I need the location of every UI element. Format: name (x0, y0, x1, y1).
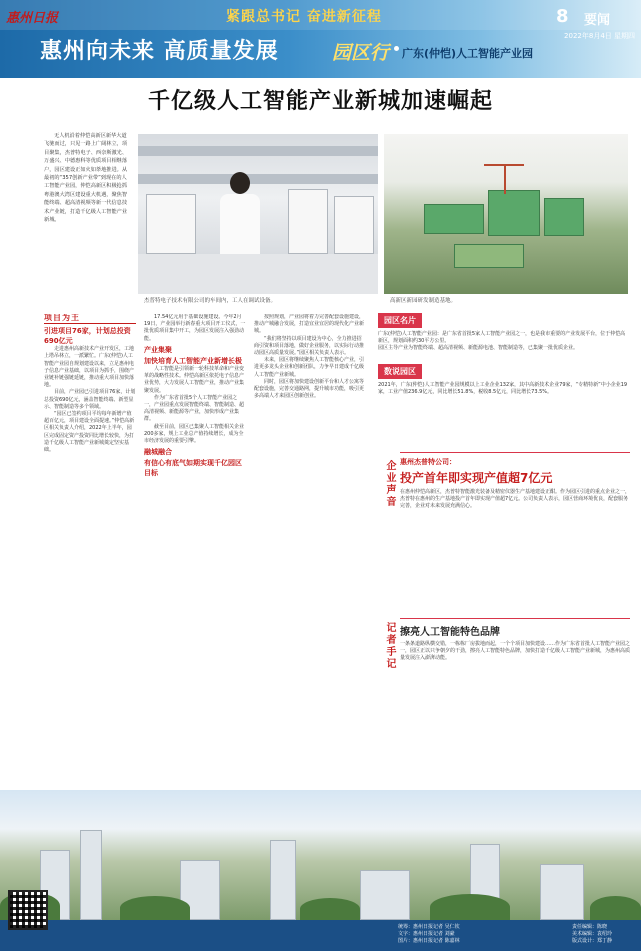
photo-caption: 杰普特电子技术有限公司的车间内，工人在调试设备。 (144, 298, 277, 304)
qr-code (8, 890, 48, 930)
paragraph: 按照规划，产业园将着力完善配套设施建设，推动产城融合发展，打造宜业宜居的现代化产业新城。 (254, 314, 365, 335)
subhead: 有信心有底气如期实现千亿园区目标 (144, 459, 242, 478)
tree (590, 896, 641, 920)
panel-text: 在惠州仲恺高新区，杰普特智能激光装备及精密仪器生产基地建设正酣。作为园区引进的重点企业之一，杰普特在惠州的生产基地投产首年即实现产值超7亿元。公司负责人表示，园区营商环境优良，配套服务完善，企业对未来发展充满信心。 (400, 489, 631, 510)
paragraph: 作为广东省首批5个人工智能产业园之一，产业园重点发展智能终端、智能制造、超高清视频、新能源等产业，加快形成产业集群。 (144, 394, 245, 423)
panel-title: 园区名片 (378, 313, 422, 328)
panel-text (378, 382, 630, 396)
work-desk (138, 254, 378, 294)
subhead: 加快培育人工智能产业新增长极 (144, 357, 242, 366)
side-label: 记者手记 (384, 622, 395, 670)
factory-photo (138, 134, 378, 294)
building (270, 840, 296, 920)
section-tag: 融城融合 (144, 448, 172, 457)
paragraph: 目前，产业园已引进项目76家，计划总投资690亿元，涵盖智能终端、新型显示、智能制造等多个领域。 (44, 389, 136, 410)
panel-headline: 投产首年即实现产值超7亿元 (400, 471, 553, 485)
paragraph: 17.54亿元用于基础设施建设。今年2月19日，产业园举行新春重大项目开工仪式，一批优质项目集中开工，为园区发展注入强劲动能。 (144, 314, 246, 342)
machine (334, 196, 374, 254)
rule (44, 323, 136, 324)
company-panel (400, 452, 630, 511)
worker-head (230, 172, 250, 194)
paragraph: 同时，园区将加快建设创新平台和人才公寓等配套设施，完善交通路网，提升城市功能，吸引更多高端人才来园区创新创业。 (254, 378, 365, 400)
banner-topic: 广东(仲恺)人工智能产业园 (402, 47, 534, 60)
column-3 (254, 314, 366, 794)
tree (430, 894, 510, 920)
notes-panel (400, 618, 630, 663)
photo-caption: 高新区新园研发制造基地。 (390, 298, 457, 304)
panel-text: 一条条道路纵横交错，一栋栋厂房拔地而起，一个个项目加快建设……作为广东省首批人工智能产业园之一，园区正以只争朝夕的干劲，擦亮人工智能特色品牌，加快打造千亿级人工智能产业新城，为惠州高质量发展注入澎湃动能。 (400, 641, 631, 662)
banner-calligraphy: 园区行 (332, 42, 390, 64)
page-number: 8 (556, 6, 569, 27)
panel-headline: 擦亮人工智能特色品牌 (400, 627, 500, 638)
banner-main-title: 惠州向未来 高质量发展 (40, 39, 279, 64)
shelf (138, 146, 378, 156)
building (80, 830, 102, 920)
lead-paragraph: 无人机沿着仲恺高新区新华大道飞驰而过，只见一路上广阔林立，项目聚集，杰普特电子、西奈斯激光、万盛兴、中德惠科等优质项目相继落户，园区建设正如火如荼地推进。从最初的“357创新产业带”到现在的人工智能产业园，仲恺高新区积极抢抓粤港澳大湾区建设重大机遇，聚焦智能终端、超高清视频等新一代信息技术产业链，打造千亿级人工智能产业新城。 (44, 133, 128, 224)
aerial-construction-photo (384, 134, 628, 294)
paragraph: 截至目前，园区已集聚人工智能相关企业200多家，规上工业总产值持续增长，成为全市经济发展的重要引擎。 (144, 423, 245, 445)
footer-editors: 责任编辑：陈晓 美术编辑：袁绍玲 版式设计：郑丁静 (572, 924, 613, 944)
paragraph: 人工智能是引领新一轮科技革命和产业变革的战略性技术。仲恺高新区依托电子信息产业优势，大力发展人工智能产业，推动产业集聚发展。 (144, 366, 245, 394)
article-lead (44, 132, 128, 302)
footer-bar (0, 920, 641, 951)
building (488, 190, 540, 236)
section-tag: 产业集聚 (144, 345, 172, 354)
column-2 (144, 314, 246, 794)
article-headline: 千亿级人工智能产业新城加速崛起 (147, 89, 493, 114)
building (360, 870, 410, 920)
building (540, 864, 584, 920)
building (544, 198, 584, 236)
crane (504, 164, 506, 194)
section-kicker: 项目为王 (44, 314, 80, 322)
paragraph: 2021年，广东(仲恺)人工智能产业园规模以上工业企业132家，其中高新技术企业79家，“专精特新”中小企业19家，工业产值236.9亿元，同比增长51.8%，税收8.5亿元，同比增长73.5%。 (378, 381, 628, 395)
side-label: 企业声音 (384, 460, 395, 508)
tree (300, 898, 360, 920)
date-line: 2022年8月4日 星期四 (564, 32, 635, 40)
banner-separator-dot (394, 46, 399, 51)
paragraph: 广东(仲恺)人工智能产业园：是广东省首批5家人工智能产业园之一，也是我市重要的产业发展平台，位于仲恺高新区，规划面积约30平方公里。 (378, 331, 626, 345)
slogan: 紧跟总书记 奋进新征程 (226, 9, 382, 25)
paragraph: “园区已签约项目平均每年新增产值超百亿元，项目建设全面提速。”仲恺高新区相关负责人介绍，2022年上半年，园区完成固定资产投资同比增长较快，为打造千亿级人工智能产业新城奠定坚实基础。 (44, 411, 135, 454)
panel-text (378, 331, 630, 353)
column-1 (44, 314, 136, 814)
section-name: 要闻 (584, 13, 611, 28)
crane-arm (484, 164, 524, 166)
machine (146, 194, 196, 254)
building (454, 244, 524, 268)
company-name: 惠州杰普特公司： (400, 458, 456, 466)
building (424, 204, 484, 234)
paragraph: 园区主导产业为智能终端、超高清视频、新能源电池、智能制造等，已集聚一批优质企业。 (378, 345, 579, 352)
city-panorama-photo (0, 790, 641, 920)
machine (288, 189, 328, 254)
subhead: 引进项目76家，计划总投资690亿元 (44, 327, 131, 346)
right-panel (378, 308, 630, 396)
paragraph: “我们将坚持以项目建设为中心，全力推进招商引资和项目落地，做好企业服务，以实际行动推动园区高质量发展。”园区相关负责人表示。 (254, 335, 365, 357)
paragraph: 走进惠州高新技术产业开发区，工地上塔吊林立，一派繁忙。广东(仲恺)人工智能产业园自规划建设以来，立足惠州电子信息产业基础，以项目为抓手，围绕产业链补链强链延链，推动重大项目加快落地。 (44, 346, 135, 389)
footer-credits: 统筹：惠州日报记者 吴仁钦 文字：惠州日报记者 刘豪 图片：惠州日报记者 陈嘉林 (398, 924, 460, 944)
paper-logo: 惠州日报 (6, 11, 59, 26)
panel-title: 数说园区 (378, 364, 422, 379)
page-banner (0, 0, 641, 78)
tree (120, 896, 190, 920)
paragraph: 未来，园区将继续聚焦人工智能核心产业，引进更多龙头企业和创新团队，力争早日建成千亿级人工智能产业新城。 (254, 357, 365, 378)
